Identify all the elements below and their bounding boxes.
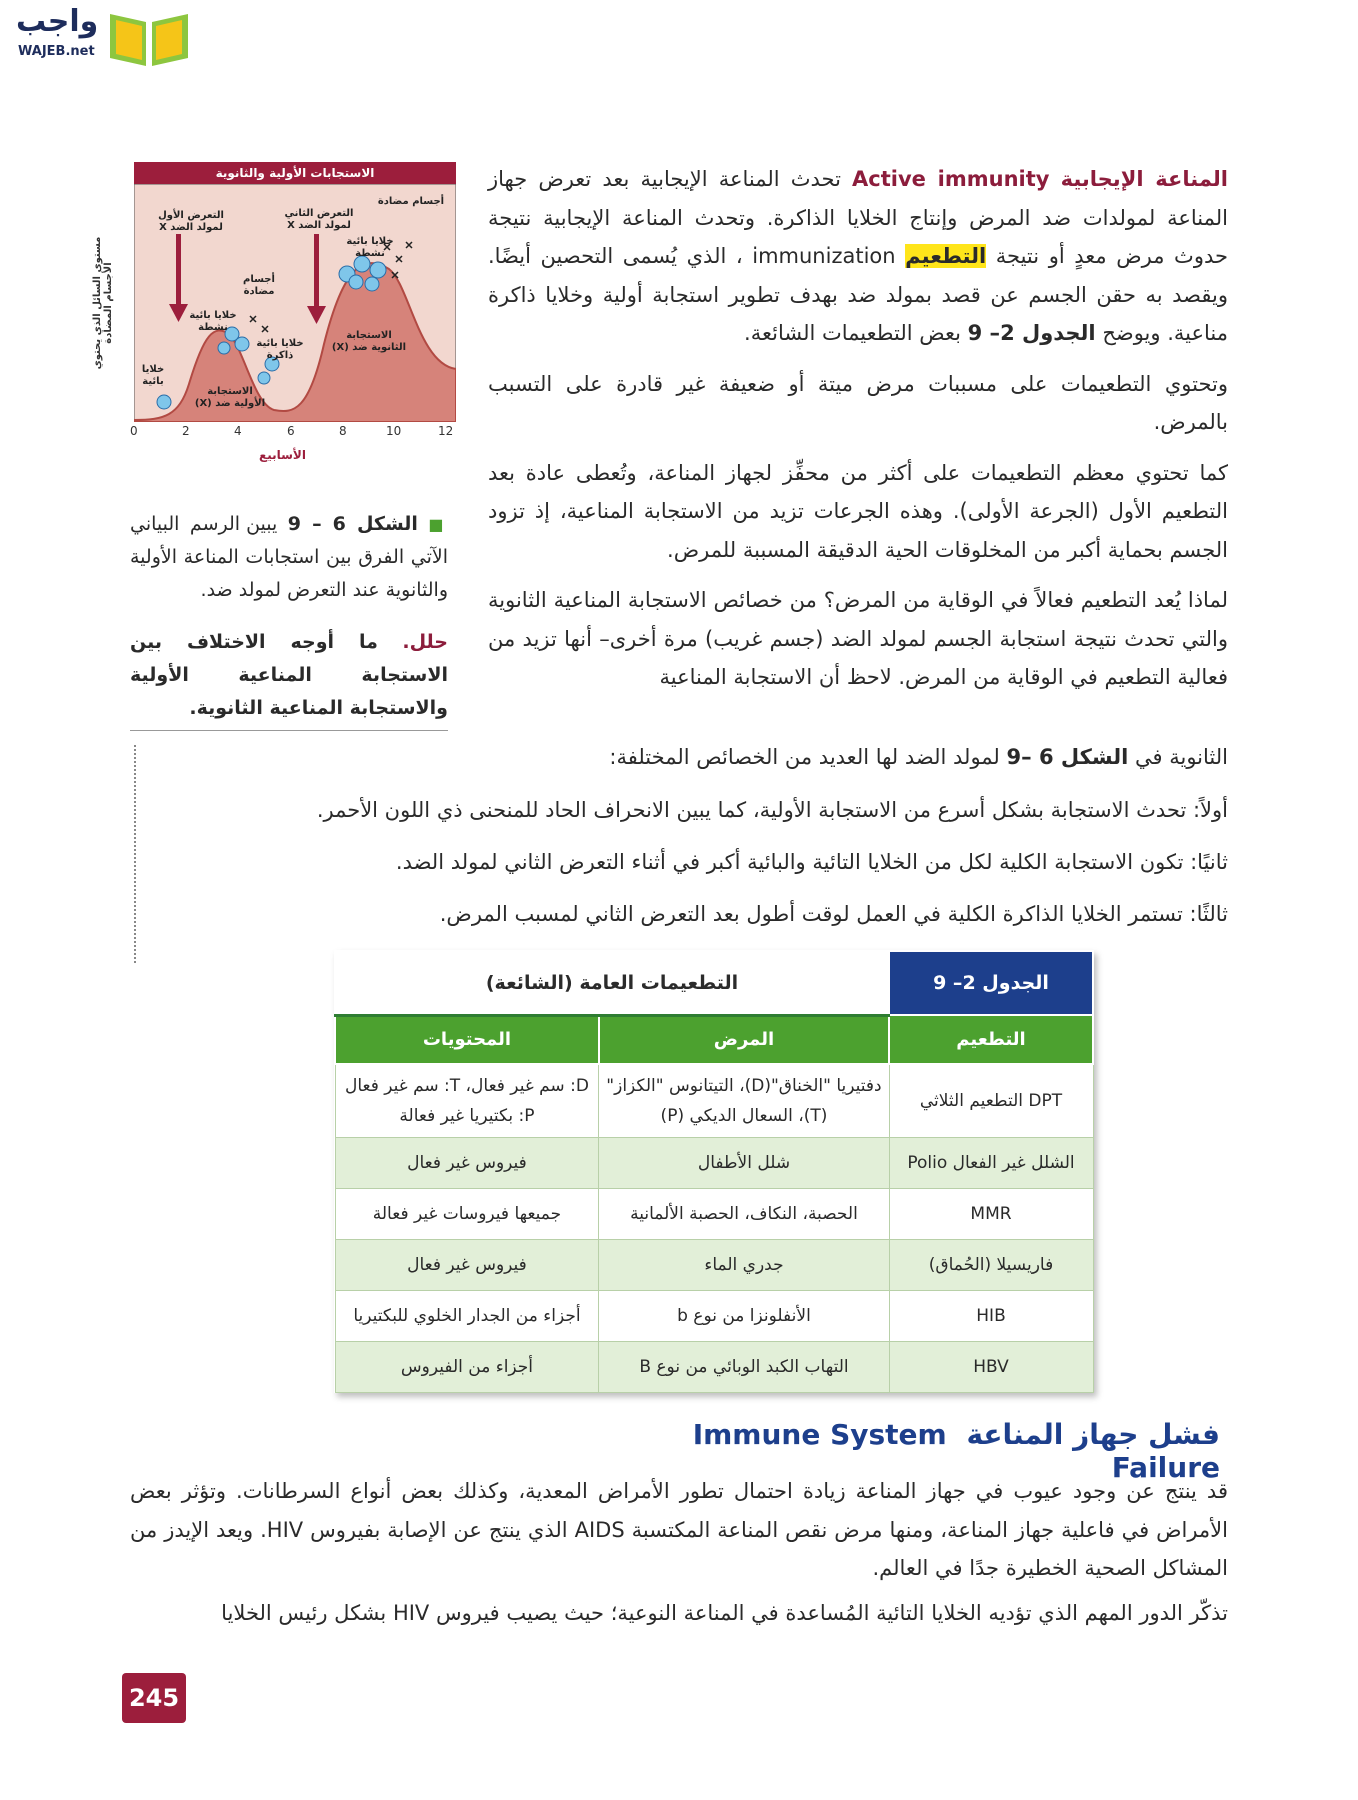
table-cell: الحصبة، النكاف، الحصبة الألمانية: [599, 1188, 889, 1239]
caption-label: الشكل 6 – 9: [287, 513, 418, 535]
label-b-cells: خلايا بائية: [141, 364, 165, 387]
table-cell: الأنفلونزا من نوع b: [599, 1290, 889, 1341]
point-first: أولاً: تحدث الاستجابة بشكل أسرع من الاستجابة الأولية، كما يبين الانحراف الحاد للمنحنى ذي اللون الأحمر.: [316, 798, 1228, 822]
table-header-row: [335, 1015, 1093, 1064]
label-primary-response: الاستجابة الأولية ضد (X): [194, 386, 266, 409]
paragraph-text: بعض التطعيمات الشائعة.: [744, 321, 961, 345]
y-axis-label: مستوى السائل الذي يحتوي الأجسام المضادة: [92, 236, 114, 370]
table-cell: HIB: [889, 1290, 1093, 1341]
column-header: التطعيم: [889, 1015, 1093, 1064]
paragraph-text: لمولد الضد لها العديد من الخصائص المختلفة:: [609, 745, 1000, 769]
caption-divider: [130, 730, 448, 731]
label-active-b-mid: خلايا بائية نشطة: [189, 310, 237, 333]
term-active-immunity-en: Active immunity: [852, 167, 1050, 191]
table-cell: أجزاء من الجدار الخلوي للبكتيريا: [335, 1290, 599, 1341]
analyze-text: ما أوجه الاختلاف بين الاستجابة المناعية الأولية والاستجابة المناعية الثانوية.: [130, 631, 448, 719]
immune-response-graph: [94, 162, 466, 464]
margin-dotted-line: [134, 745, 136, 963]
section-text-block: [130, 1472, 1228, 1644]
x-tick: 6: [287, 424, 295, 438]
table-cell: أجزاء من الفيروس: [335, 1341, 599, 1392]
table-row: [335, 1239, 1093, 1290]
figure-reference: الشكل 6 –9: [1006, 745, 1129, 769]
table-row: [335, 1137, 1093, 1188]
vaccines-table: [334, 950, 1094, 1393]
heading-arabic: فشل جهاز المناعة: [966, 1418, 1220, 1451]
column-header: المرض: [599, 1015, 889, 1064]
table-cell: جدري الماء: [599, 1239, 889, 1290]
paragraph-why-effective: لماذا يُعد التطعيم فعالاً في الوقاية من المرض؟ من خصائص الاستجابة المناعية الثانوية والتي تحدث نتيجة استجابة الجسم لمولد الضد (جسم غريب) مرة أخرى– أنها تزيد من فعالية التطعيم في الوقاية من المرض. لاحظ أن الاستجابة المناعية: [488, 588, 1228, 689]
logo-arabic-text: واجب: [16, 4, 99, 39]
table-cell: شلل الأطفال: [599, 1137, 889, 1188]
site-logo: [6, 4, 191, 68]
logo-latin-text: WAJEB.net: [18, 44, 95, 59]
analyze-question: [130, 626, 448, 725]
table-cell: MMR: [889, 1188, 1093, 1239]
highlighted-term: التطعيم: [905, 244, 987, 268]
paragraph-figure-reference: [140, 738, 1228, 776]
label-first-exposure: التعرض الأول لمولد الضد X: [158, 210, 224, 233]
label-antibodies-mid: أجسام مضادة: [243, 274, 275, 297]
x-tick: 0: [130, 424, 138, 438]
table-reference: الجدول 2– 9: [967, 321, 1096, 345]
heading-english: Immune System Failure: [692, 1418, 1220, 1484]
paragraph-boosters: كما تحتوي معظم التطعيمات على أكثر من محفِّز لجهاز المناعة، وتُعطى عادة بعد التطعيم الأول (الجرعة الأولى). وهذه الجرعات تزيد من الاستجابة المناعية، إذ تزود الجسم بحماية أكبر من المخلوقات الحية الدقيقة المسببة للمرض.: [488, 460, 1228, 562]
x-tick: 4: [234, 424, 242, 438]
label-secondary-response: الاستجابة الثانوية ضد (X): [331, 330, 407, 353]
paragraph-helper-t-cells: تذكّر الدور المهم الذي تؤديه الخلايا التائية المُساعدة في المناعة النوعية؛ حيث يصيب فيروس HIV بشكل رئيس الخلايا: [221, 1600, 1228, 1625]
figure-caption: [130, 508, 448, 607]
x-tick: 2: [182, 424, 190, 438]
analyze-label: حلل.: [402, 631, 448, 653]
label-antibodies-top: أجسام مضادة: [377, 196, 445, 207]
caption-text: يبين الرسم البياني الآتي الفرق بين استجابات المناعة الأولية والثانوية عند التعرض لمولد ضد.: [130, 513, 448, 601]
table-title-row: [335, 951, 1093, 1015]
table-row: [335, 1290, 1093, 1341]
table-row: [335, 1188, 1093, 1239]
table-cell: فيروس غير فعال: [335, 1239, 599, 1290]
table-cell: دفتيريا "الخناق"(D)، التيتانوس "الكزاز"(T)، السعال الديكي (P): [599, 1064, 889, 1138]
point-third: ثالثًا: تستمر الخلايا الذاكرة الكلية في العمل لوقت أطول بعد التعرض الثاني لمسبب المرض.: [439, 902, 1228, 926]
second-exposure-arrow: [314, 234, 319, 306]
book-icon: [106, 6, 192, 68]
table: [334, 950, 1094, 1393]
x-tick: 8: [339, 424, 347, 438]
paragraph-text: immunization ، الذي يُسمى التحصين أيضًا. ويقصد به حقن الجسم عن قصد بمولد ضد بهدف تطوير استجابة أولية وخلايا ذاكرة مناعية. ويوضح: [488, 244, 1228, 345]
caption-bullet-icon: ■: [428, 515, 448, 534]
x-tick: 12: [438, 424, 454, 438]
table-cell: الشلل غير الفعال Polio: [889, 1137, 1093, 1188]
term-active-immunity-ar: المناعة الإيجابية: [1060, 167, 1228, 191]
label-active-b-top: خلايا بائية نشطة: [346, 236, 394, 259]
table-cell: التهاب الكبد الوبائي من نوع B: [599, 1341, 889, 1392]
table-cell: جميعها فيروسات غير فعالة: [335, 1188, 599, 1239]
table-cell: فيروس غير فعال: [335, 1137, 599, 1188]
paragraph-text: الثانوية في: [1135, 745, 1228, 769]
table-title: التطعيمات العامة (الشائعة): [335, 951, 889, 1015]
table-cell: HBV: [889, 1341, 1093, 1392]
table-cell: فاريسيلا (الحُماق): [889, 1239, 1093, 1290]
paragraph-vaccine-contents: وتحتوي التطعيمات على مسببات مرض ميتة أو ضعيفة غير قادرة على التسبب بالمرض.: [488, 371, 1228, 434]
x-axis-label: الأسابيع: [259, 448, 306, 462]
main-text-block: [488, 160, 1228, 697]
label-memory-b: خلايا بائية ذاكرة: [256, 338, 304, 361]
paragraph-active-immunity: [488, 160, 1228, 353]
table-cell: D: سم غير فعال، T: سم غير فعال P: بكتيريا غير فعالة: [335, 1064, 599, 1138]
table-row: [335, 1341, 1093, 1392]
table-cell: DPT التطعيم الثلاثي: [889, 1064, 1093, 1138]
table-label: الجدول 2– 9: [889, 951, 1093, 1015]
paragraph-immune-failure: قد ينتج عن وجود عيوب في جهاز المناعة زيادة احتمال تطور الأمراض المعدية، وكذلك بعض أنواع السرطانات. وتؤثر بعض الأمراض في فاعلية جهاز المناعة، ومنها مرض نقص المناعة المكتسبة AIDS الذي ينتج عن الإصابة بفيروس HIV. ويعد الإيدز من المشاكل الصحية الخطيرة جدًا في العالم.: [130, 1479, 1228, 1580]
paragraph-text: تحدث المناعة الإيجابية بعد تعرض جهاز المناعة لمولدات ضد المرض وإنتاج الخلايا الذاكرة. وتحدث المناعة الإيجابية نتيجة حدوث مرض معدٍ أو نتيجة: [488, 167, 1228, 268]
point-second: ثانيًا: تكون الاستجابة الكلية لكل من الخلايا التائية والبائية أكبر في أثناء التعرض الثاني لمولد الضد.: [395, 850, 1228, 874]
table-row: [335, 1064, 1093, 1138]
x-tick: 10: [386, 424, 402, 438]
page-number: 245: [122, 1673, 186, 1723]
column-header: المحتويات: [335, 1015, 599, 1064]
first-exposure-arrow: [176, 234, 181, 304]
graph-title: الاستجابات الأولية والثانوية: [134, 162, 456, 184]
label-second-exposure: التعرض الثاني لمولد الضد X: [284, 208, 354, 231]
